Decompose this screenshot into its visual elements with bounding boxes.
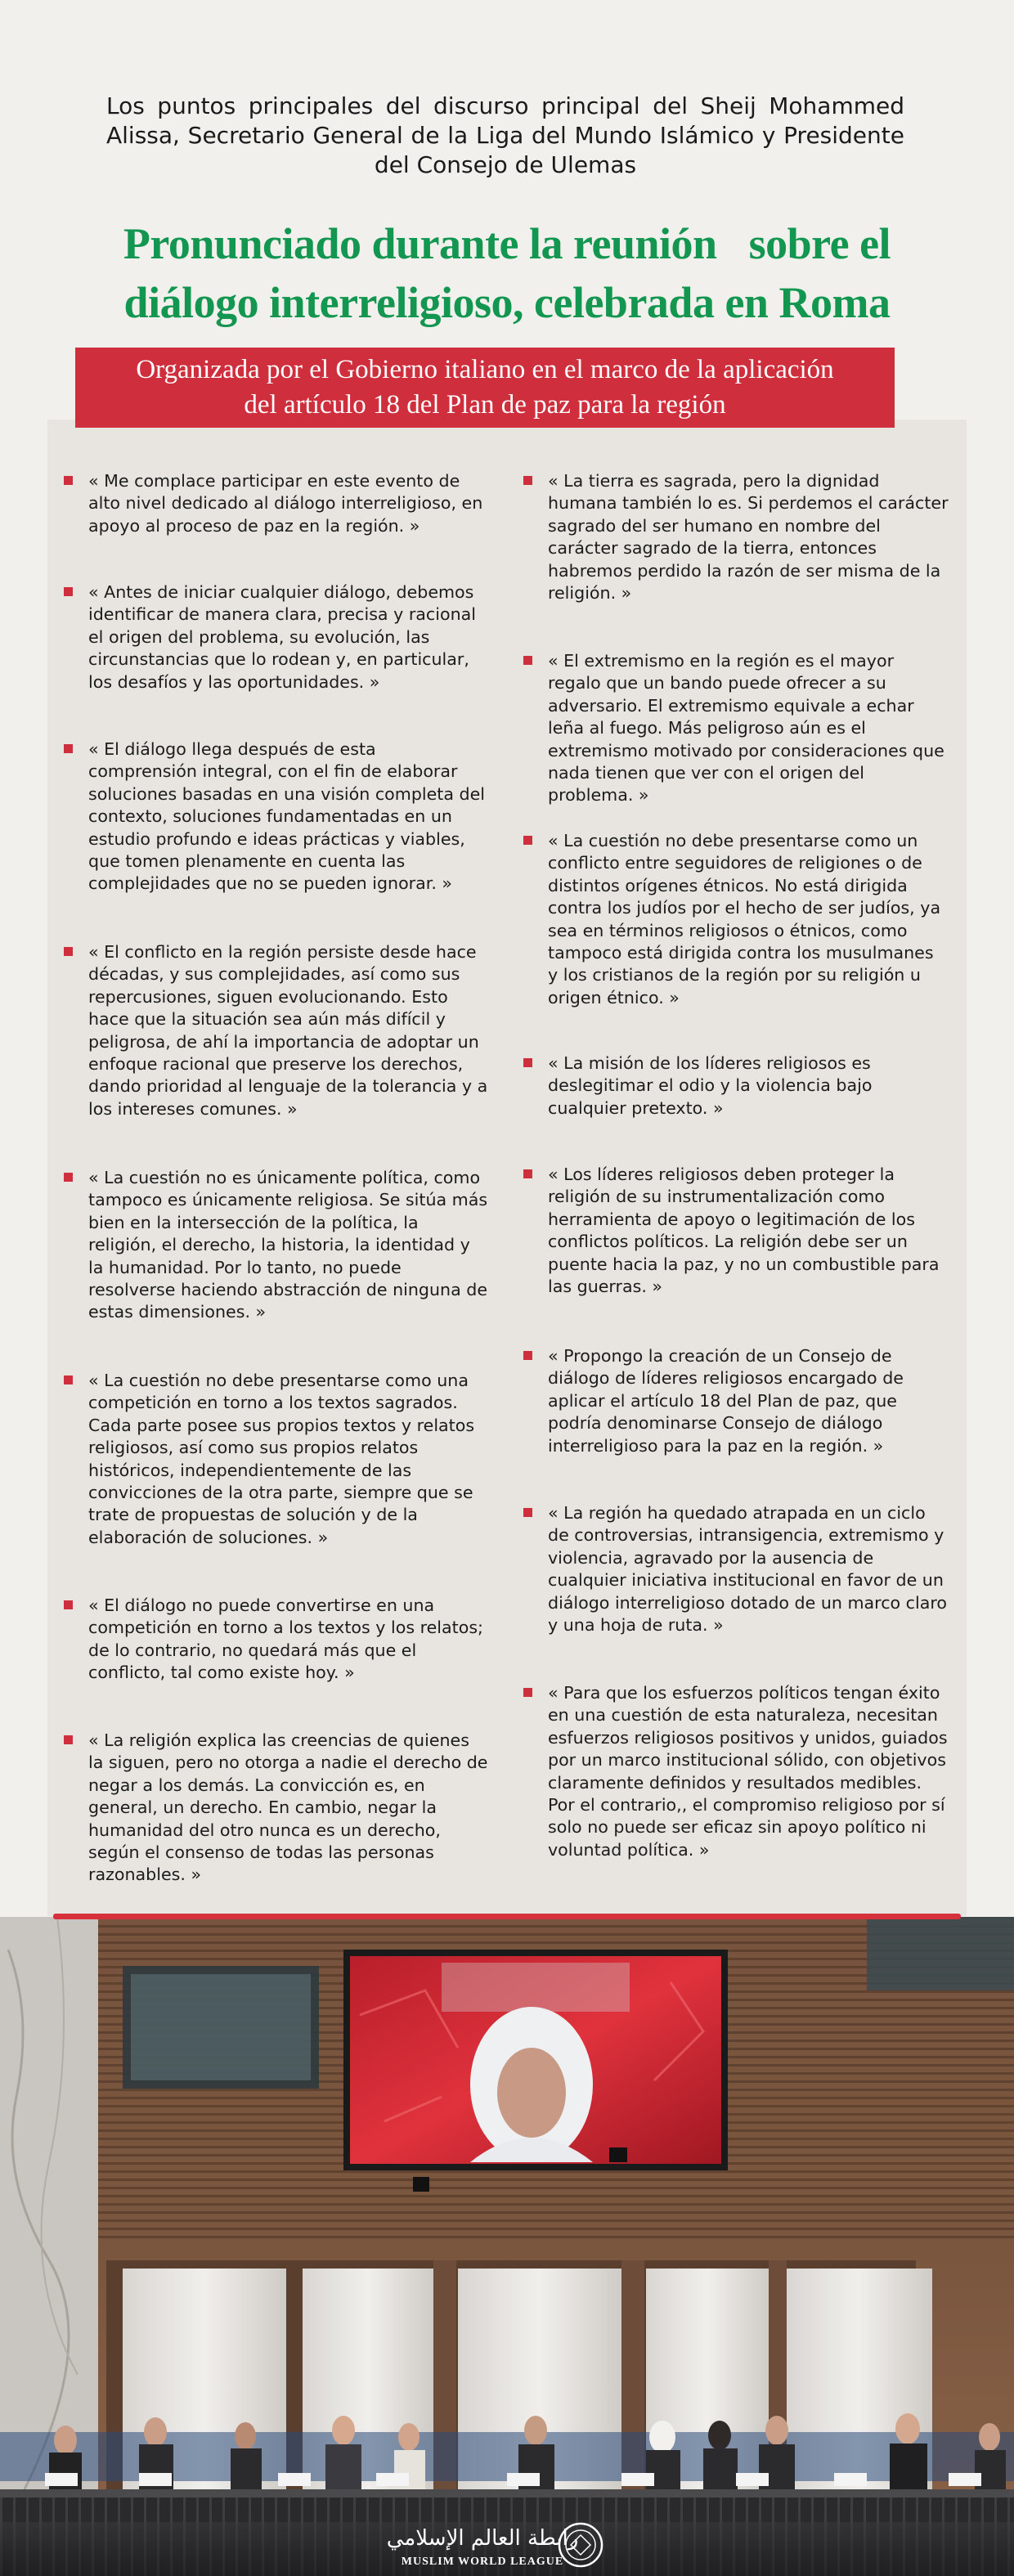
quote-text: « La región ha quedado atrapada en un ciclo de controversias, intransigencia, extremismo y violencia, agravado por la ausencia de cualquier iniciativa institucional en favor de un diálogo interreligioso dotado de un marco claro y una hoja de ruta. » xyxy=(548,1503,947,1636)
quote-item xyxy=(64,470,489,537)
logo-arabic: رابطة العالم الإسلامي xyxy=(386,2526,579,2551)
banner-line-1: Organizada por el Gobierno italiano en el marco de la aplicación xyxy=(136,355,834,384)
quote-item xyxy=(64,1595,489,1685)
quote-item xyxy=(64,1730,489,1887)
quote-text: « La tierra es sagrada, pero la dignidad humana también lo es. Si perdemos el carácter sagrado del ser humano en nombre del carácter sagrado de la tierra, entonces habremos perdido la razón de ser misma de la religión. » xyxy=(548,471,949,604)
quote-item xyxy=(523,1682,949,1861)
logo-english: MUSLIM WORLD LEAGUE xyxy=(401,2556,564,2568)
quote-text: « El diálogo llega después de esta comprensión integral, con el fin de elaborar soluciones basadas en una visión completa del contexto, soluciones fundamentadas en un estudio profundo e ideas prácticas y viables, que tomen plenamente en cuenta las complejidades que no se pueden ignorar. » xyxy=(88,739,485,894)
quote-text: « La cuestión no debe presentarse como una competición en torno a los textos sagrados. Cada parte posee sus propios textos y relatos religiosos, así como sus propios relatos históricos, independientemente de las convicciones de la otra parte, siempre que se trate de propuestas de solución y de la elaboración de soluciones. » xyxy=(88,1371,475,1547)
bullet-square-icon xyxy=(64,744,73,753)
headline-line-2: diálogo interreligioso, celebrada en Roma xyxy=(123,278,891,327)
intro-text: Los puntos principales del discurso principal del Sheij Mohammed Alissa, Secretario General de la Liga del Mundo Islámico y Presidente del Consejo de Ulemas xyxy=(106,92,904,178)
bullet-square-icon xyxy=(64,947,73,956)
quote-item xyxy=(523,1052,949,1120)
red-divider-line xyxy=(53,1914,961,1919)
quote-item xyxy=(523,1164,949,1298)
bullet-square-icon xyxy=(64,1735,73,1744)
quote-item xyxy=(64,581,489,693)
quote-text: « Para que los esfuerzos políticos tengan éxito en una cuestión de esta naturaleza, necesitan esfuerzos religiosos positivos y unidos, guiados por un marco institucional sólido, con objetivos claramente definidos y resultados medibles. Por el contrario,, el compromiso religioso por sí solo no puede ser eficaz sin apoyo político ni voluntad política. » xyxy=(548,1683,948,1860)
bullet-square-icon xyxy=(523,1508,532,1517)
quote-text: « El extremismo en la región es el mayor regalo que un bando puede ofrecer a su adversario. El extremismo equivale a echar leña al fuego. Más peligroso aún es el extremismo motivado por consideraciones que nada tienen que ver con el origen del problema. » xyxy=(548,651,944,806)
quote-text: « El diálogo no puede convertirse en una competición en torno a los textos y los relatos; de lo contrario, no quedará más que el conflicto, tal como existe hoy. » xyxy=(88,1595,483,1683)
banner-line-2: del artículo 18 del Plan de paz para la región xyxy=(244,390,726,420)
bullet-square-icon xyxy=(523,1351,532,1360)
bullet-square-icon xyxy=(64,587,73,596)
quote-text: « La religión explica las creencias de quienes la siguen, pero no otorga a nadie el derecho de negar a los demás. La convicción es, en general, un derecho. En cambio, negar la humanidad del otro nunca es un derecho, según el consenso de todas las personas razonables. » xyxy=(88,1730,488,1885)
quote-item xyxy=(523,470,949,604)
quote-item xyxy=(64,941,489,1120)
quote-text: « La misión de los líderes religiosos es deslegitimar el odio y la violencia bajo cualquier pretexto. » xyxy=(548,1053,873,1118)
quote-text: « Me complace participar en este evento de alto nivel dedicado al diálogo interreligioso, en apoyo al proceso de paz en la región. » xyxy=(88,471,483,536)
bullet-square-icon xyxy=(523,836,532,845)
quote-item xyxy=(523,830,949,1009)
bullet-square-icon xyxy=(64,1173,73,1182)
bullet-square-icon xyxy=(64,1600,73,1609)
subtitle-banner xyxy=(75,348,895,428)
quote-text: « El conflicto en la región persiste desde hace décadas, y sus complejidades, así como sus repercusiones, siguen evolucionando. Esto hace que la situación sea aún más difícil y peligrosa, de ahí la importancia de adoptar un enfoque racional que preserve los derechos, dando prioridad al lenguaje de la tolerancia y a los intereses comunes. » xyxy=(88,942,488,1119)
quote-item xyxy=(64,1167,489,1324)
quote-text: « La cuestión no debe presentarse como un conflicto entre seguidores de religiones o de distintos orígenes étnicos. No está dirigida contra los judíos por el hecho de ser judíos, ya sea en términos religiosos o étnicos, como tampoco está dirigida contra los musulmanes y los cristianos de la región por su religión u origen étnico. » xyxy=(548,831,941,1008)
headline-line-1: Pronunciado durante la reunión sobre el xyxy=(123,219,891,268)
bullet-square-icon xyxy=(523,656,532,665)
bullet-square-icon xyxy=(523,1058,532,1067)
quote-item xyxy=(64,1370,489,1549)
conference-photo xyxy=(0,1917,1014,2576)
headline xyxy=(49,214,965,332)
quote-item xyxy=(523,650,949,807)
quote-item xyxy=(523,1345,949,1457)
quote-text: « Propongo la creación de un Consejo de diálogo de líderes religiosos encargado de aplicar el artículo 18 del Plan de paz, que podría denominarse Consejo de diálogo interreligioso para la paz en la región. » xyxy=(548,1346,904,1456)
quote-text: « Los líderes religiosos deben proteger la religión de su instrumentalización como herramienta de apoyo o legitimación de los conflictos políticos. La religión debe ser un puente hacia la paz, y no un combustible para las guerras. » xyxy=(548,1165,940,1297)
bullet-square-icon xyxy=(64,476,73,485)
bullet-square-icon xyxy=(523,1688,532,1697)
bullet-square-icon xyxy=(523,1169,532,1178)
quote-item xyxy=(523,1502,949,1636)
quote-text: « La cuestión no es únicamente política, como tampoco es únicamente religiosa. Se sitúa más bien en la intersección de la política, la religión, el derecho, la historia, la identidad y la humanidad. Por lo tanto, no puede resolverse haciendo abstracción de ninguna de estas dimensiones. » xyxy=(88,1168,488,1322)
quote-text: « Antes de iniciar cualquier diálogo, debemos identificar de manera clara, precisa y racional el origen del problema, su evolución, las circunstancias que lo rodean y, en particular, los desafíos y las oportunidades. » xyxy=(88,582,476,692)
quote-item xyxy=(64,738,489,895)
bullet-square-icon xyxy=(64,1376,73,1384)
bullet-square-icon xyxy=(523,476,532,485)
